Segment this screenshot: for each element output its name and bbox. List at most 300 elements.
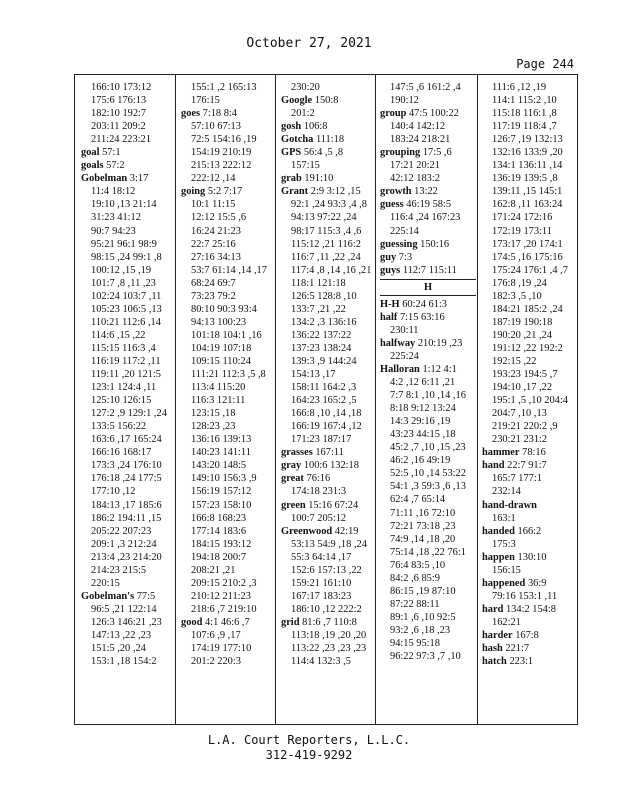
index-term: handed bbox=[482, 525, 515, 537]
letter-heading: H bbox=[380, 279, 476, 296]
page-line-refs: 114:6 ,15 ,22 bbox=[91, 329, 146, 341]
index-term: hand bbox=[482, 460, 505, 472]
index-term: harder bbox=[482, 629, 513, 641]
index-entry bbox=[281, 146, 375, 159]
page-line-refs: 71:11 ,16 72:10 bbox=[390, 507, 456, 519]
page-line-refs: 201:2 bbox=[291, 108, 315, 120]
page-line-refs: 77:5 bbox=[136, 590, 156, 602]
page-line-refs: 101:7 ,8 ,11 ,23 bbox=[91, 277, 156, 289]
page-line-refs: 125:10 126:15 bbox=[91, 395, 152, 407]
index-entry bbox=[380, 146, 476, 159]
page-line-refs: 149:10 156:3 ,9 bbox=[191, 473, 257, 485]
page-line-refs: 171:24 172:16 bbox=[492, 212, 553, 224]
page-line-refs: 7:3 bbox=[398, 251, 413, 263]
page-line-refs: 96:5 ,21 122:14 bbox=[91, 603, 157, 615]
index-entry bbox=[281, 499, 375, 512]
page-line-refs: 3:17 bbox=[129, 173, 149, 185]
index-entry bbox=[380, 185, 476, 198]
page-line-refs: 101:18 104:1 ,16 bbox=[191, 329, 262, 341]
page-line-refs: 130:10 bbox=[517, 551, 547, 563]
page-line-refs: 116:7 ,11 ,22 ,24 bbox=[291, 251, 361, 263]
index-entry bbox=[482, 577, 576, 590]
index-entry bbox=[380, 238, 476, 251]
page-line-refs: 184:15 193:12 bbox=[191, 538, 252, 550]
page-line-refs: 116:4 ,24 167:23 bbox=[390, 212, 461, 224]
page-line-refs: 62:4 ,7 65:14 bbox=[390, 494, 446, 506]
page-line-refs: 74:9 ,14 ,18 ,20 bbox=[390, 533, 456, 545]
page-line-refs: 209:15 210:2 ,3 bbox=[191, 577, 257, 589]
index-entry bbox=[380, 198, 476, 211]
index-term: halfway bbox=[380, 337, 416, 349]
index-column-1 bbox=[81, 81, 175, 720]
page-line-refs: 42:12 183:2 bbox=[390, 173, 440, 185]
page-line-refs: 166:8 168:23 bbox=[191, 512, 247, 524]
page-line-refs: 209:1 ,3 212:24 bbox=[91, 538, 157, 550]
page-line-refs: 22:7 25:16 bbox=[191, 238, 236, 250]
index-entry bbox=[482, 459, 576, 472]
page-line-refs: 137:23 138:24 bbox=[291, 342, 352, 354]
index-term: grab bbox=[281, 173, 302, 185]
page-line-refs: 17:5 ,6 bbox=[422, 147, 452, 159]
page-line-refs: 10:1 11:15 bbox=[191, 199, 236, 211]
index-term: good bbox=[181, 616, 203, 628]
page-line-refs: 194:10 ,17 ,22 bbox=[492, 382, 553, 394]
page-line-refs: 136:16 139:13 bbox=[191, 434, 252, 446]
index-column-5 bbox=[482, 81, 576, 720]
page-line-refs: 162:21 bbox=[492, 616, 521, 628]
page-line-refs: 106:8 bbox=[303, 121, 328, 133]
index-term: Greenwood bbox=[281, 525, 333, 537]
page-line-refs: 164:23 165:2 ,5 bbox=[291, 395, 357, 407]
page-line-refs: 115:12 ,21 116:2 bbox=[291, 238, 361, 250]
index-entry bbox=[482, 446, 576, 459]
index-term: growth bbox=[380, 186, 412, 198]
page-line-refs: 7:18 8:4 bbox=[202, 108, 238, 120]
page-line-refs: 4:2 ,12 6:11 ,21 bbox=[390, 377, 456, 389]
index-term: hash bbox=[482, 643, 503, 655]
page-line-refs: 172:19 173:11 bbox=[492, 225, 552, 237]
index-entry bbox=[81, 172, 175, 185]
page-line-refs: 163:1 bbox=[492, 512, 516, 524]
page-line-refs: 143:20 148:5 bbox=[191, 460, 247, 472]
page-line-refs: 214:23 215:5 bbox=[91, 564, 147, 576]
page-line-refs: 95:21 96:1 98:9 bbox=[91, 238, 157, 250]
index-term: H-H bbox=[380, 298, 400, 310]
page-line-refs: 46:2 ,16 49:19 bbox=[390, 455, 451, 467]
page-line-refs: 7:7 8:1 ,10 ,14 ,16 bbox=[390, 390, 466, 402]
index-term: grasses bbox=[281, 447, 313, 459]
page-line-refs: 113:4 115:20 bbox=[191, 382, 246, 394]
page-line-refs: 186:2 194:11 ,15 bbox=[91, 512, 162, 524]
page-line-refs: 166:8 ,10 ,14 ,18 bbox=[291, 408, 362, 420]
page-line-refs: 230:21 231:2 bbox=[492, 434, 548, 446]
page-line-refs: 115:15 116:3 ,4 bbox=[91, 342, 156, 354]
page-line-refs: 45:2 ,7 ,10 ,15 ,23 bbox=[390, 442, 466, 454]
header-date: October 27, 2021 bbox=[246, 36, 372, 51]
index-entry bbox=[281, 446, 375, 459]
page-line-refs: 81:6 ,7 110:8 bbox=[302, 616, 357, 628]
page-line-refs: 57:2 bbox=[106, 160, 125, 172]
index-term: group bbox=[380, 108, 407, 120]
index-entry bbox=[281, 616, 375, 629]
page-line-refs: 167:11 bbox=[315, 447, 344, 459]
page-line-refs: 128:23 ,23 bbox=[191, 421, 236, 433]
index-frame bbox=[74, 74, 578, 725]
page-line-refs: 72:21 73:18 ,23 bbox=[390, 520, 456, 532]
page-line-refs: 8:18 9:12 13:24 bbox=[390, 403, 456, 415]
index-column-4 bbox=[380, 81, 476, 720]
page-line-refs: 2:9 3:12 ,15 bbox=[310, 186, 361, 198]
page-line-refs: 184:21 185:2 ,24 bbox=[492, 303, 563, 315]
index-term: guys bbox=[380, 264, 401, 276]
index-term: grid bbox=[281, 616, 300, 628]
page-line-refs: 192:15 ,22 bbox=[492, 355, 537, 367]
page-line-refs: 116:3 121:11 bbox=[191, 395, 246, 407]
index-term: hard bbox=[482, 603, 504, 615]
page-line-refs: 98:15 ,24 99:1 ,8 bbox=[91, 251, 162, 263]
page-line-refs: 92:1 ,24 93:3 ,4 ,8 bbox=[291, 199, 367, 211]
page-line-refs: 89:1 ,6 ,10 92:5 bbox=[390, 611, 456, 623]
page-line-refs: 127:2 ,9 129:1 ,24 bbox=[91, 408, 167, 420]
page-line-refs: 177:14 183:6 bbox=[191, 525, 247, 537]
page-line-refs: 114:1 115:2 ,10 bbox=[492, 95, 557, 107]
page-line-refs: 98:17 115:3 ,4 ,6 bbox=[291, 225, 362, 237]
page-line-refs: 5:2 7:17 bbox=[207, 186, 243, 198]
index-entry bbox=[380, 337, 476, 350]
page-line-refs: 76:4 83:5 ,10 bbox=[390, 559, 446, 571]
page-line-refs: 72:5 154:16 ,19 bbox=[191, 134, 257, 146]
page-line-refs: 223:1 bbox=[509, 656, 534, 668]
page-line-refs: 147:5 ,6 161:2 ,4 bbox=[390, 82, 461, 93]
page-line-refs: 15:16 67:24 bbox=[308, 499, 359, 511]
page-line-refs: 204:7 ,10 ,13 bbox=[492, 408, 547, 420]
page-line-refs: 147:13 ,22 ,23 bbox=[91, 629, 152, 641]
page-line-refs: 134:2 154:8 bbox=[505, 603, 556, 615]
page-line-refs: 42:19 bbox=[334, 525, 359, 537]
page-line-refs: 174:5 ,16 175:16 bbox=[492, 251, 563, 263]
footer-company: L.A. Court Reporters, L.L.C. bbox=[207, 733, 411, 747]
index-entry bbox=[380, 264, 476, 277]
page-line-refs: 183:24 218:21 bbox=[390, 134, 451, 146]
footer-phone: 312-419-9292 bbox=[265, 748, 353, 762]
page-line-refs: 52:5 ,10 ,14 53:22 bbox=[390, 468, 466, 480]
page-line-refs: 225:14 bbox=[390, 225, 419, 237]
page-line-refs: 210:19 ,23 bbox=[417, 337, 463, 349]
page-line-refs: 75:14 ,18 ,22 76:1 bbox=[390, 546, 466, 558]
page-line-refs: 211:24 223:21 bbox=[91, 134, 151, 146]
index-entry bbox=[482, 642, 576, 655]
page-line-refs: 167:17 183:23 bbox=[291, 590, 352, 602]
page-line-refs: 156:19 157:12 bbox=[191, 486, 252, 498]
index-entry bbox=[281, 172, 375, 185]
page-line-refs: 87:22 88:11 bbox=[390, 598, 440, 610]
page-line-refs: 117:19 118:4 ,7 bbox=[492, 121, 557, 133]
page-line-refs: 150:8 bbox=[314, 95, 339, 107]
page-line-refs: 230:20 bbox=[291, 82, 320, 93]
page-line-refs: 78:16 bbox=[522, 447, 546, 459]
page-line-refs: 60:24 61:3 bbox=[402, 298, 447, 310]
page-line-refs: 57:1 bbox=[102, 147, 121, 159]
index-entry bbox=[380, 311, 476, 324]
page-line-refs: 73:23 79:2 bbox=[191, 290, 236, 302]
page-line-refs: 157:23 158:10 bbox=[191, 499, 252, 511]
page-line-refs: 126:3 146:21 ,23 bbox=[91, 616, 162, 628]
page-line-refs: 76:16 bbox=[306, 473, 331, 485]
page-line-refs: 56:4 ,5 ,8 bbox=[303, 147, 344, 159]
page-line-refs: 100:6 132:18 bbox=[303, 460, 359, 472]
page-line-refs: 104:19 107:18 bbox=[191, 342, 252, 354]
page-line-refs: 94:13 100:23 bbox=[191, 316, 247, 328]
index-term: gosh bbox=[281, 121, 302, 133]
page-line-refs: 27:16 34:13 bbox=[191, 251, 241, 263]
page-line-refs: 155:1 ,2 165:13 bbox=[191, 82, 257, 93]
index-term: hand-drawn bbox=[482, 499, 537, 511]
index-term: guy bbox=[380, 251, 397, 263]
page-line-refs: 1:12 4:1 bbox=[422, 363, 457, 375]
index-term: goals bbox=[81, 160, 104, 172]
index-term: Gobelman bbox=[81, 173, 128, 185]
page-line-refs: 151:5 ,20 ,24 bbox=[91, 643, 146, 655]
page-line-refs: 47:5 100:22 bbox=[408, 108, 459, 120]
page-line-refs: 132:16 133:9 ,20 bbox=[492, 147, 563, 159]
page-line-refs: 153:1 ,18 154:2 bbox=[91, 656, 157, 668]
page-line-refs: 123:15 ,18 bbox=[191, 408, 236, 420]
page-line-refs: 190:12 bbox=[390, 95, 419, 107]
index-entry bbox=[482, 603, 576, 616]
index-term: goal bbox=[81, 147, 100, 159]
page-line-refs: 133:5 156:22 bbox=[91, 421, 147, 433]
index-entry bbox=[81, 146, 175, 159]
page-line-refs: 139:11 ,15 145:1 bbox=[492, 186, 563, 198]
page-line-refs: 94:15 95:18 bbox=[390, 637, 440, 649]
index-term: guessing bbox=[380, 238, 418, 250]
page-line-refs: 109:15 110:24 bbox=[191, 355, 251, 367]
page-line-refs: 96:22 97:3 ,7 ,10 bbox=[390, 651, 461, 663]
index-term: Gobelman's bbox=[81, 590, 135, 602]
page-line-refs: 166:10 173:12 bbox=[91, 82, 152, 93]
index-term: Halloran bbox=[380, 363, 420, 375]
page-line-refs: 55:3 64:14 ,17 bbox=[291, 551, 352, 563]
page-line-refs: 203:11 209:2 bbox=[91, 121, 146, 133]
page-line-refs: 123:1 124:4 ,11 bbox=[91, 382, 157, 394]
page-line-refs: 175:6 176:13 bbox=[91, 95, 147, 107]
index-term: Gotcha bbox=[281, 134, 314, 146]
page-line-refs: 163:6 ,17 165:24 bbox=[91, 434, 162, 446]
page-line-refs: 186:10 ,12 222:2 bbox=[291, 603, 362, 615]
page-line-refs: 113:18 ,19 ,20 ,20 bbox=[291, 629, 367, 641]
index-term: happen bbox=[482, 551, 515, 563]
index-entry bbox=[482, 629, 576, 642]
page-line-refs: 159:21 161:10 bbox=[291, 577, 352, 589]
page-line-refs: 218:6 ,7 219:10 bbox=[191, 603, 257, 615]
page-line-refs: 68:24 69:7 bbox=[191, 277, 236, 289]
page-line-refs: 232:14 bbox=[492, 486, 521, 498]
index-column-2 bbox=[181, 81, 275, 720]
page-line-refs: 100:12 ,15 ,19 bbox=[91, 264, 152, 276]
page-line-refs: 219:21 220:2 ,9 bbox=[492, 421, 558, 433]
page-line-refs: 94:13 97:22 ,24 bbox=[291, 212, 357, 224]
index-entry bbox=[181, 616, 275, 629]
page-line-refs: 46:19 58:5 bbox=[406, 199, 452, 211]
page-line-refs: 93:2 ,6 ,18 ,23 bbox=[390, 624, 451, 636]
index-term: Google bbox=[281, 95, 313, 107]
page-line-refs: 173:17 ,20 174:1 bbox=[492, 238, 563, 250]
page-line-refs: 140:4 142:12 bbox=[390, 121, 446, 133]
page-line-refs: 154:13 ,17 bbox=[291, 369, 336, 381]
page-line-refs: 195:1 ,5 ,10 204:4 bbox=[492, 395, 568, 407]
index-column-3 bbox=[281, 81, 375, 720]
page-line-refs: 191:12 ,22 192:2 bbox=[492, 342, 563, 354]
page-number: Page 244 bbox=[516, 57, 574, 71]
page-line-refs: 201:2 220:3 bbox=[191, 656, 241, 668]
page-line-refs: 114:4 132:3 ,5 bbox=[291, 656, 351, 668]
column-divider bbox=[175, 75, 176, 724]
page-line-refs: 215:13 222:12 bbox=[191, 160, 252, 172]
index-entry bbox=[81, 590, 175, 603]
page-line-refs: 107:6 ,9 ,17 bbox=[191, 629, 241, 641]
page-line-refs: 113:22 ,23 ,23 ,23 bbox=[291, 643, 367, 655]
page-line-refs: 126:7 ,19 132:13 bbox=[492, 134, 563, 146]
page-line-refs: 126:5 128:8 ,10 bbox=[291, 290, 357, 302]
page-line-refs: 210:12 211:23 bbox=[191, 590, 251, 602]
page-line-refs: 190:20 ,21 ,24 bbox=[492, 329, 553, 341]
page-line-refs: 4:1 46:6 ,7 bbox=[204, 616, 250, 628]
page-line-refs: 136:22 137:22 bbox=[291, 329, 352, 341]
page-line-refs: 140:23 141:11 bbox=[191, 447, 251, 459]
page-line-refs: 187:19 190:18 bbox=[492, 316, 553, 328]
page-line-refs: 225:24 bbox=[390, 350, 419, 362]
index-entry bbox=[482, 499, 576, 512]
page-line-refs: 133:7 ,21 ,22 bbox=[291, 303, 346, 315]
page-line-refs: 165:7 177:1 bbox=[492, 473, 542, 485]
page-line-refs: 22:7 91:7 bbox=[507, 460, 547, 472]
page-line-refs: 166:19 167:4 ,12 bbox=[291, 421, 362, 433]
page-line-refs: 17:21 20:21 bbox=[390, 160, 440, 172]
page-line-refs: 191:10 bbox=[304, 173, 334, 185]
page-line-refs: 16:24 21:23 bbox=[191, 225, 241, 237]
index-entry bbox=[181, 185, 275, 198]
page-line-refs: 150:16 bbox=[420, 238, 450, 250]
column-divider bbox=[375, 75, 376, 724]
page-line-refs: 116:19 117:2 ,11 bbox=[91, 355, 161, 367]
page-line-refs: 100:7 205:12 bbox=[291, 512, 347, 524]
page-line-refs: 13:22 bbox=[414, 186, 438, 198]
page-line-refs: 80:10 90:3 93:4 bbox=[191, 303, 257, 315]
page-line-refs: 19:10 ,13 21:14 bbox=[91, 199, 157, 211]
page-line-refs: 221:7 bbox=[505, 643, 530, 655]
page-line-refs: 166:16 168:17 bbox=[91, 447, 152, 459]
page-line-refs: 205:22 207:23 bbox=[91, 525, 152, 537]
page-line-refs: 171:23 187:17 bbox=[291, 434, 352, 446]
index-term: Grant bbox=[281, 186, 309, 198]
page-line-refs: 134:2 ,3 136:16 bbox=[291, 316, 357, 328]
page-line-refs: 176:15 bbox=[191, 95, 220, 107]
page-line-refs: 220:15 bbox=[91, 577, 120, 589]
page-line-refs: 158:11 164:2 ,3 bbox=[291, 382, 357, 394]
page-line-refs: 157:15 bbox=[291, 160, 320, 172]
page-line-refs: 110:21 112:6 ,14 bbox=[91, 316, 161, 328]
page-line-refs: 53:7 61:14 ,14 ,17 bbox=[191, 264, 267, 276]
page-line-refs: 174:19 177:10 bbox=[191, 643, 252, 655]
index-term: half bbox=[380, 311, 398, 323]
page-line-refs: 112:7 115:11 bbox=[402, 264, 457, 276]
index-term: happened bbox=[482, 577, 526, 589]
index-term: guess bbox=[380, 199, 404, 211]
page-line-refs: 119:11 ,20 121:5 bbox=[91, 369, 161, 381]
page-line-refs: 84:2 ,6 85:9 bbox=[390, 572, 440, 584]
page-line-refs: 12:12 15:5 ,6 bbox=[191, 212, 247, 224]
page-line-refs: 162:8 ,11 163:24 bbox=[492, 199, 563, 211]
page-line-refs: 154:19 210:19 bbox=[191, 147, 252, 159]
page-line-refs: 11:4 18:12 bbox=[91, 186, 136, 198]
page-line-refs: 105:23 106:5 ,13 bbox=[91, 303, 162, 315]
index-term: great bbox=[281, 473, 304, 485]
page-line-refs: 208:21 ,21 bbox=[191, 564, 236, 576]
page-line-refs: 173:3 ,24 176:10 bbox=[91, 460, 162, 472]
index-term: green bbox=[281, 499, 306, 511]
page-line-refs: 134:1 136:11 ,14 bbox=[492, 160, 563, 172]
index-entry bbox=[281, 94, 375, 107]
index-term: GPS bbox=[281, 147, 302, 159]
page-line-refs: 54:1 ,3 59:3 ,6 ,13 bbox=[390, 481, 466, 493]
page-line-refs: 36:9 bbox=[527, 577, 547, 589]
index-entry bbox=[281, 525, 375, 538]
index-entry bbox=[380, 298, 476, 311]
index-term: goes bbox=[181, 108, 201, 120]
page-line-refs: 194:18 200:7 bbox=[191, 551, 247, 563]
page-line-refs: 230:11 bbox=[390, 324, 419, 336]
page-line-refs: 175:3 bbox=[492, 538, 516, 550]
page-line-refs: 111:6 ,12 ,19 bbox=[492, 82, 547, 93]
column-divider bbox=[275, 75, 276, 724]
page-line-refs: 167:8 bbox=[515, 629, 539, 641]
page-line-refs: 90:7 94:23 bbox=[91, 225, 136, 237]
page-line-refs: 14:3 29:16 ,19 bbox=[390, 416, 451, 428]
index-entry bbox=[181, 107, 275, 120]
column-divider bbox=[477, 75, 478, 724]
page-line-refs: 111:21 112:3 ,5 ,8 bbox=[191, 369, 266, 381]
index-entry bbox=[81, 159, 175, 172]
page-line-refs: 139:3 ,9 144:24 bbox=[291, 355, 357, 367]
page-line-refs: 86:15 ,19 87:10 bbox=[390, 585, 456, 597]
index-term: hammer bbox=[482, 447, 520, 459]
page-line-refs: 184:13 ,17 185:6 bbox=[91, 499, 162, 511]
page-line-refs: 117:4 ,8 ,14 ,16 ,21 bbox=[291, 264, 372, 276]
index-term: hatch bbox=[482, 656, 507, 668]
index-term: going bbox=[181, 186, 206, 198]
index-entry bbox=[380, 363, 476, 376]
page-line-refs: 176:18 ,24 177:5 bbox=[91, 473, 162, 485]
page-line-refs: 166:2 bbox=[517, 525, 542, 537]
index-entry bbox=[281, 185, 375, 198]
page-line-refs: 175:24 176:1 ,4 ,7 bbox=[492, 264, 568, 276]
index-entry bbox=[482, 525, 576, 538]
index-entry bbox=[281, 133, 375, 146]
page-line-refs: 156:15 bbox=[492, 564, 521, 576]
index-entry bbox=[281, 472, 375, 485]
page-line-refs: 31:23 41:12 bbox=[91, 212, 141, 224]
page-line-refs: 176:8 ,19 ,24 bbox=[492, 277, 547, 289]
page-line-refs: 115:18 116:1 ,8 bbox=[492, 108, 557, 120]
index-entry bbox=[380, 251, 476, 264]
page-line-refs: 177:10 ,12 bbox=[91, 486, 136, 498]
page-line-refs: 193:23 194:5 ,7 bbox=[492, 369, 558, 381]
index-term: grouping bbox=[380, 147, 421, 159]
page-line-refs: 136:19 139:5 ,8 bbox=[492, 173, 558, 185]
page-line-refs: 174:18 231:3 bbox=[291, 486, 347, 498]
page-line-refs: 182:3 ,5 ,10 bbox=[492, 290, 542, 302]
page-line-refs: 53:13 54:9 ,18 ,24 bbox=[291, 538, 367, 550]
